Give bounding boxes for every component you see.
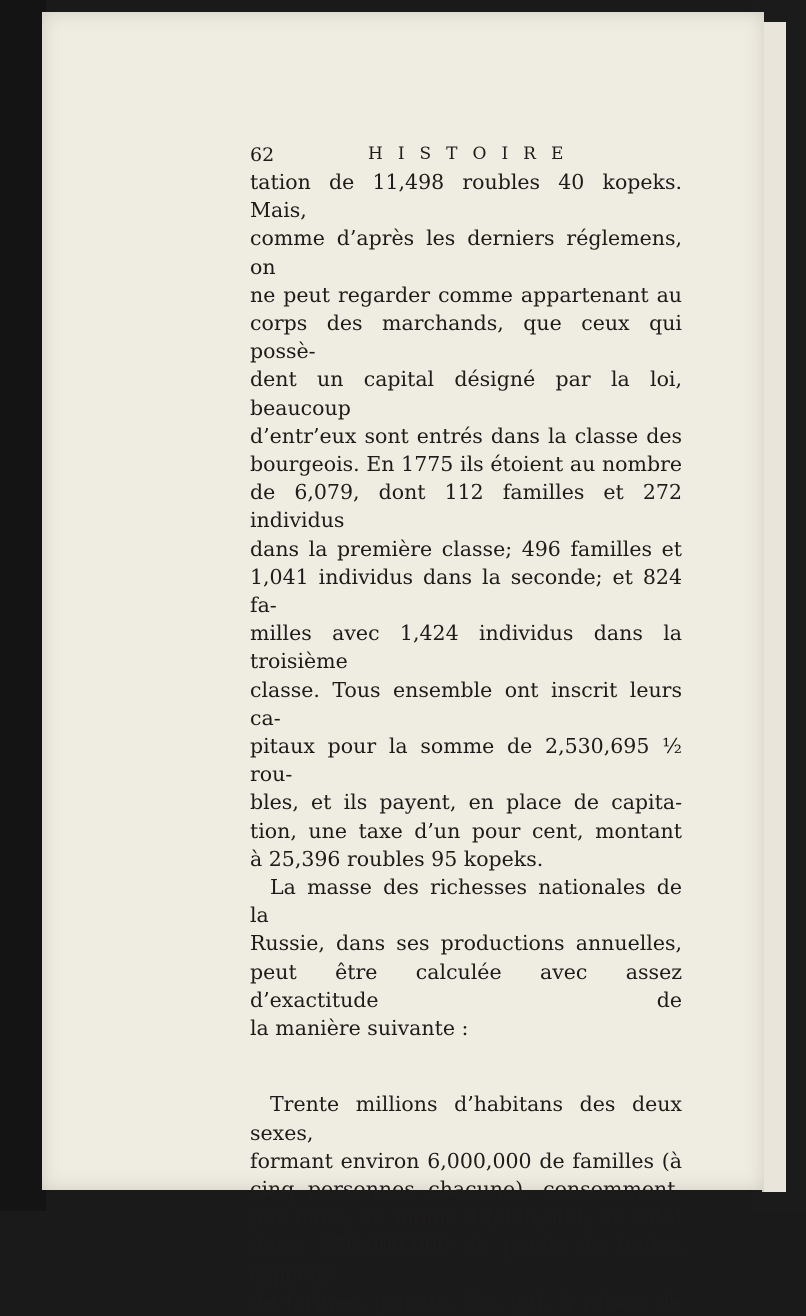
adjacent-page-edge: [762, 22, 786, 1192]
text-line: ne peut regarder comme appartenant au: [250, 282, 682, 307]
text-line: cinq personnes chacune), consomment,: [250, 1176, 682, 1201]
text-line: par mois, au moins 48,000,000; au total: [250, 1205, 682, 1230]
text-line: de farines, gruaux, &c. qui, à raison de: [250, 1289, 682, 1314]
paragraph-2: [250, 873, 682, 1042]
text-line: formant environ 6,000,000 de familles (à: [250, 1148, 682, 1173]
text-line: tation de 11,498 roubles 40 kopeks. Mais,: [250, 170, 682, 223]
paragraph-3: [250, 1090, 682, 1316]
text-line: à 25,396 roubles 95 kopeks.: [250, 846, 544, 871]
text-line: dent un capital désigné par la loi, beaucoup: [250, 367, 682, 420]
text-line: dans la première classe; 496 familles et: [250, 536, 682, 561]
text-block: [250, 132, 682, 1316]
scan-left-margin: [0, 0, 46, 1211]
text-line: classe. Tous ensemble ont inscrit leurs ca-: [250, 677, 682, 730]
text-line: tion, une taxe d’un pour cent, montant: [250, 818, 682, 843]
text-line: milles avec 1,424 individus dans la troisième: [250, 621, 682, 674]
text-line: Russie, dans ses productions annuelles,: [250, 931, 682, 956]
paragraph-1: [250, 168, 682, 873]
text-line: bles, et ils payent, en place de capita-: [250, 790, 682, 815]
text-line: peut être calculée avec assez d’exactitude de: [250, 959, 682, 1012]
text-line: 1,041 individus dans la seconde; et 824 fa-: [250, 564, 682, 618]
text-line: donc, 576,000,000 de pouds de toutes espèces: [250, 1233, 682, 1286]
page-header: [250, 132, 682, 168]
text-line: corps des marchands, que ceux qui possè-: [250, 311, 682, 364]
page-number: 62: [250, 144, 275, 166]
text-line: d’entr’eux sont entrés dans la classe des: [250, 423, 682, 448]
book-page: [42, 12, 764, 1314]
text-line: La masse des richesses nationales de la: [250, 875, 682, 928]
text-line: pitaux pour la somme de 2,530,695 ½ rou-: [250, 734, 682, 787]
text-line: Trente millions d’habitans des deux sexes,: [250, 1092, 682, 1145]
running-title: HISTOIRE: [368, 144, 579, 164]
text-line: de 6,079, dont 112 familles et 272 individus: [250, 480, 682, 533]
text-line: la manière suivante :: [250, 1016, 469, 1041]
text-line: bourgeois. En 1775 ils étoient au nombre: [250, 452, 682, 477]
text-line: comme d’après les derniers réglemens, on: [250, 226, 682, 279]
